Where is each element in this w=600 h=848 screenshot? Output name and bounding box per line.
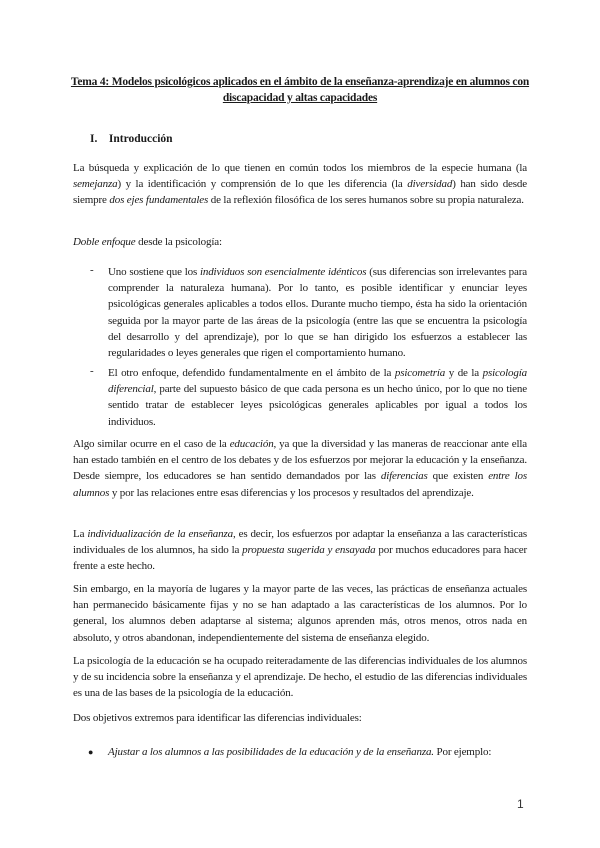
paragraph-1: La búsqueda y explicación de lo que tienen en común todos los miembros de la especie humana (la semejanza) y la identificación y comprensión de lo que les diferencia (la diversidad) han sido desde siempre dos ejes fundamentales de la reflexión filosófica de los seres humanos sobre su propia naturaleza. (73, 162, 527, 207)
page-number: 1 (517, 797, 524, 811)
paragraph-6: La psicología de la educación se ha ocupado reiteradamente de las diferencias individuales de los alumnos y de su incidencia sobre la enseñanza y el aprendizaje. De hecho, el estudio de las diferencias individuales es una de las bases de la psicología de la educación. (73, 655, 527, 700)
paragraph-5: Sin embargo, en la mayoría de lugares y la mayor parte de las veces, las prácticas de enseñanza actuales han permanecido básicamente fijas y no se han adaptado a las características de los alumnos. Por lo general, los alumnos deben adaptarse al sistema; algunos aprenden más, otros menos, otros nada en absoluto, y otros abandonan, independientemente del sistema de enseñanza elegido. (73, 583, 527, 644)
paragraph-4: La individualización de la enseñanza, es decir, los esfuerzos por adaptar la enseñanza a las características individuales de los alumnos, ha sido la propuesta sugerida y ensayada por muchos educadores para hacer frente a este hecho. (73, 528, 527, 573)
paragraph-7: Dos objetivos extremos para identificar las diferencias individuales: (73, 712, 362, 724)
list-item-3: Ajustar a los alumnos a las posibilidades de la educación y de la enseñanza. Por ejemplo: (108, 746, 492, 758)
paragraph-2: Doble enfoque desde la psicología: (73, 236, 222, 248)
paragraph-3: Algo similar ocurre en el caso de la educación, ya que la diversidad y las maneras de reaccionar ante ella han estado también en el centro de los debates y de los esfuerzos por mejorar la educación y la enseñanza. Desde siempre, los educadores se han sentido demandados por las diferencias que existen entre los alumnos y por las relaciones entre esas diferencias y los procesos y resultados del aprendizaje. (73, 438, 528, 499)
bullet-icon: ● (88, 747, 94, 757)
list-item-2: El otro enfoque, defendido fundamentalmente en el ámbito de la psicometría y de la psicología diferencial, parte del supuesto básico de que cada persona es un hecho único, por lo que no tiene sentido tratar de establecer leyes psicológicas generales aplicables por igual a todos los individuos. (108, 367, 527, 428)
list-item-1: Uno sostiene que los individuos son esencialmente idénticos (sus diferencias son irrelevantes para comprender la naturaleza humana). Por lo tanto, es posible identificar y enunciar leyes psicológicas generales aplicables a todos ellos. Durante mucho tiempo, ésta ha sido la orientación seguida por la mayor parte de las áreas de la psicología (entre las que se encuentra la psicología del desarrollo y del aprendizaje), por lo que se han dirigido los esfuerzos a establecer las regularidades o leyes generales que rigen el comportamiento humano. (108, 266, 528, 360)
document-title: Tema 4: Modelos psicológicos aplicados en el ámbito de la enseñanza-aprendizaje en alumnos con discapacidad y altas capacidades (70, 76, 530, 104)
list-dash: - (90, 264, 94, 276)
section-number: I. (90, 133, 98, 145)
list-dash: - (90, 365, 94, 377)
section-heading (90, 133, 173, 145)
section-heading-text: Introducción (108, 133, 173, 145)
